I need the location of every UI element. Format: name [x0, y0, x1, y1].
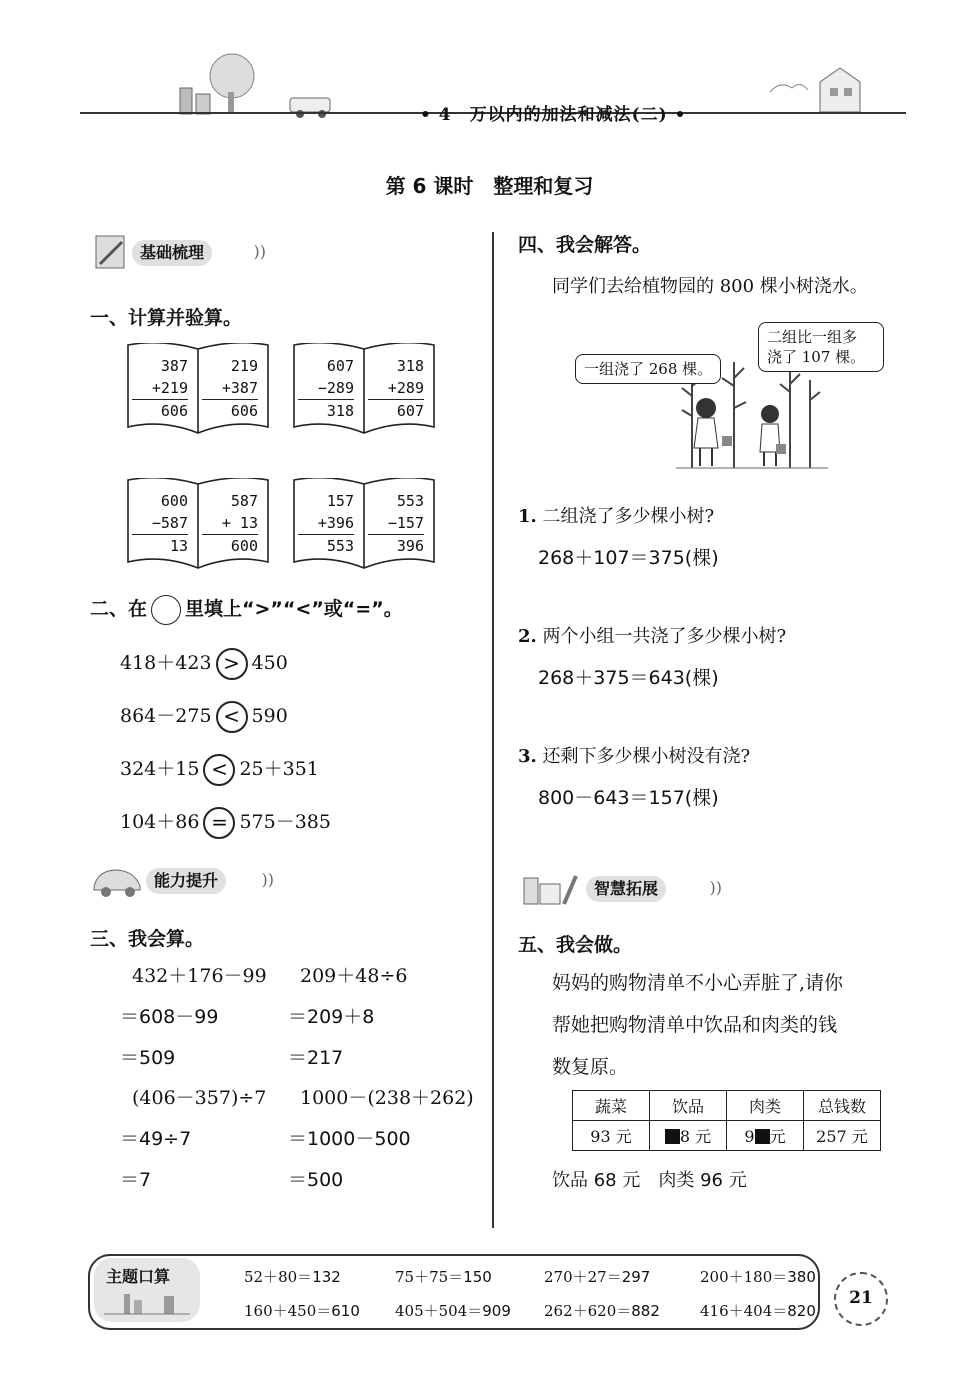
question-number: 1.: [518, 506, 537, 527]
unit-title: • 4 万以内的加法和减法(二) •: [420, 105, 687, 125]
part2-heading-pre: 二、在: [90, 598, 148, 620]
bubble2-line2: 浇了 107 棵。: [767, 348, 866, 366]
pencil-books-icon: [518, 870, 584, 906]
oral-a: 132: [312, 1268, 341, 1286]
book2-l-mid: −289: [317, 379, 354, 397]
cell-drink: [650, 1121, 727, 1151]
oral-q: 52＋80＝: [244, 1268, 313, 1286]
book3-l-res: 13: [132, 534, 188, 557]
compare-right: 450: [251, 652, 288, 674]
book-1: [126, 343, 270, 429]
smudge-mark: [755, 1129, 770, 1144]
banner-ability-label: 能力提升: [146, 868, 226, 894]
book3-r-top: 587: [230, 492, 258, 510]
banner-wisdom: [518, 870, 722, 906]
oral-a: 297: [621, 1268, 651, 1286]
oral-item-6: [395, 1300, 511, 1321]
part5-line-1: 妈妈的购物清单不小心弄脏了,请你: [552, 972, 844, 994]
compare-sign: <: [216, 701, 248, 733]
calc-b-line-1: 209＋48÷6: [300, 965, 408, 987]
col-total: 总钱数: [804, 1091, 881, 1121]
cell-total: 257 元: [804, 1121, 881, 1151]
calc-b-line-2: ＝209＋8: [288, 1006, 375, 1028]
banner-basic: [92, 234, 266, 270]
calc-a-line-1: 432＋176－99: [132, 965, 267, 987]
book2-l-res: 318: [298, 399, 354, 422]
oral-item-7: [544, 1300, 660, 1321]
cell-meat-pre: 9: [744, 1127, 755, 1146]
banner-arrows: )): [261, 870, 274, 889]
part4-intro: 同学们去给植物园的 800 棵小树浇水。: [552, 276, 868, 297]
compare-row-2: [120, 701, 288, 733]
oral-q: 262＋620＝: [544, 1302, 632, 1320]
book4-r-res: 396: [368, 534, 424, 557]
answer-2: 268＋375＝643(棵): [538, 667, 719, 689]
book4-r-top: 553: [396, 492, 424, 510]
book3-l-top: 600: [160, 492, 188, 510]
cell-veg: 93 元: [573, 1121, 650, 1151]
part4-heading: 四、我会解答。: [518, 234, 652, 256]
oral-a: 150: [463, 1268, 492, 1286]
cell-meat: [727, 1121, 804, 1151]
table-header-row: [573, 1091, 881, 1121]
oral-item-8: [700, 1300, 816, 1321]
book-2: [292, 343, 436, 429]
oral-item-2: [395, 1266, 492, 1287]
speech-bubble-group1: 一组浇了 268 棵。: [575, 354, 721, 384]
oral-a: 610: [331, 1302, 360, 1320]
part5-answer: 饮品 68 元 肉类 96 元: [552, 1170, 747, 1191]
calc-c-line-1: (406－357)÷7: [132, 1087, 267, 1109]
oral-item-1: [244, 1266, 341, 1287]
book3-r-res: 600: [202, 534, 258, 557]
oral-q: 200＋180＝: [700, 1268, 788, 1286]
part5-line-3: 数复原。: [552, 1056, 629, 1078]
banner-basic-label: 基础梳理: [132, 240, 212, 266]
answer-1: 268＋107＝375(棵): [538, 547, 719, 569]
banner-wisdom-label: 智慧拓展: [586, 876, 666, 902]
oral-item-5: [244, 1300, 360, 1321]
oral-item-3: [544, 1266, 650, 1287]
banner-ability: [90, 862, 274, 898]
question-text: 两个小组一共浇了多少棵小树?: [542, 626, 787, 647]
book4-l-mid: +396: [317, 514, 354, 532]
oral-a: 909: [482, 1302, 511, 1320]
compare-row-1: [120, 648, 288, 680]
compare-sign: <: [203, 754, 235, 786]
banner-arrows: )): [253, 242, 266, 261]
compare-left: 418＋423: [120, 652, 212, 674]
compare-row-3: [120, 754, 319, 786]
oral-q: 75＋75＝: [395, 1268, 464, 1286]
calc-c-line-2: ＝49÷7: [120, 1128, 192, 1150]
compare-right: 25＋351: [239, 758, 319, 780]
book1-r-res: 606: [202, 399, 258, 422]
oral-q: 270＋27＝: [544, 1268, 622, 1286]
house-illustration: [760, 62, 890, 118]
question-1: [518, 502, 714, 528]
compare-left: 864－275: [120, 705, 212, 727]
header-illustration: [170, 48, 370, 118]
part5-line-2: 帮她把购物清单中饮品和肉类的钱: [552, 1014, 838, 1036]
part2-heading: [90, 594, 403, 625]
book1-l-mid: +219: [151, 379, 188, 397]
book-4: [292, 478, 436, 564]
speech-bubble-group2: [758, 322, 884, 372]
question-number: 2.: [518, 626, 537, 647]
page-number: 21: [834, 1272, 888, 1326]
cell-drink-text: 8 元: [679, 1127, 712, 1146]
footer-title: 主题口算: [106, 1267, 171, 1286]
oral-q: 416＋404＝: [700, 1302, 788, 1320]
oral-a: 380: [787, 1268, 816, 1286]
book-3: [126, 478, 270, 564]
answer-3: 800－643＝157(棵): [538, 787, 719, 809]
book2-l-top: 607: [326, 357, 354, 375]
book3-r-mid: + 13: [221, 514, 258, 532]
book4-r-mid: −157: [387, 514, 424, 532]
calc-d-line-3: ＝500: [288, 1169, 344, 1191]
oral-q: 405＋504＝: [395, 1302, 483, 1320]
book4-l-res: 553: [298, 534, 354, 557]
calc-d-line-1: 1000－(238＋262): [300, 1087, 474, 1109]
column-divider: [492, 232, 494, 1228]
col-meat: 肉类: [727, 1091, 804, 1121]
part1-heading: 一、计算并验算。: [90, 307, 243, 329]
book1-l-res: 606: [132, 399, 188, 422]
car-icon: [90, 862, 148, 898]
calc-c-line-3: ＝7: [120, 1169, 152, 1191]
compare-sign: >: [216, 648, 248, 680]
book3-l-mid: −587: [151, 514, 188, 532]
question-2: [518, 622, 786, 648]
cell-meat-post: 元: [769, 1127, 786, 1146]
compare-sign: =: [203, 807, 235, 839]
oral-q: 160＋450＝: [244, 1302, 332, 1320]
part5-heading: 五、我会做。: [518, 934, 633, 956]
smudge-mark: [665, 1129, 680, 1144]
oral-item-4: [700, 1266, 816, 1287]
question-text: 二组浇了多少棵小树?: [542, 506, 715, 527]
book2-r-top: 318: [396, 357, 424, 375]
slide-icon: [92, 234, 136, 270]
question-number: 3.: [518, 746, 537, 767]
oral-a: 820: [787, 1302, 816, 1320]
compare-right: 590: [251, 705, 288, 727]
calc-b-line-3: ＝217: [288, 1047, 344, 1069]
book1-r-top: 219: [230, 357, 258, 375]
book1-l-top: 387: [160, 357, 188, 375]
shopping-list-table: [572, 1090, 881, 1151]
part2-heading-post: 里填上“>”“<”或“=”。: [185, 598, 403, 620]
col-veg: 蔬菜: [573, 1091, 650, 1121]
part3-heading: 三、我会算。: [90, 928, 205, 950]
table-row: [573, 1121, 881, 1151]
book2-r-res: 607: [368, 399, 424, 422]
compare-right: 575－385: [239, 811, 331, 833]
lesson-title: 第 6 课时 整理和复习: [385, 174, 594, 198]
compare-left: 104＋86: [120, 811, 200, 833]
banner-arrows: )): [709, 878, 722, 897]
compare-left: 324＋15: [120, 758, 200, 780]
question-3: [518, 742, 750, 768]
book2-r-mid: +289: [387, 379, 424, 397]
empty-circle-icon: [151, 595, 181, 625]
book1-r-mid: +387: [221, 379, 258, 397]
calc-d-line-2: ＝1000－500: [288, 1128, 411, 1150]
oral-a: 882: [631, 1302, 660, 1320]
calc-a-line-2: ＝608－99: [120, 1006, 219, 1028]
question-text: 还剩下多少棵小树没有浇?: [542, 746, 751, 767]
book4-l-top: 157: [326, 492, 354, 510]
col-drink: 饮品: [650, 1091, 727, 1121]
calc-a-line-3: ＝509: [120, 1047, 176, 1069]
bubble2-line1: 二组比一组多: [767, 328, 858, 346]
compare-row-4: [120, 807, 331, 839]
